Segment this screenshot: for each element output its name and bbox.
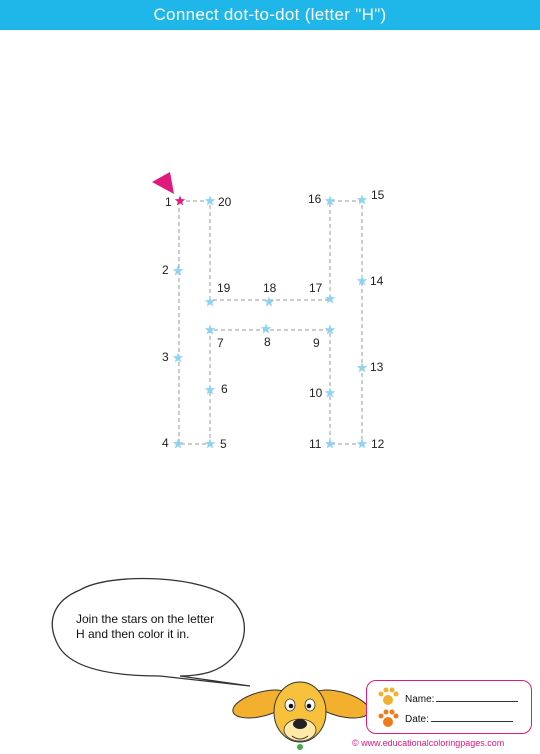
start-arrow-icon	[152, 172, 174, 194]
star-dot	[173, 353, 183, 363]
dot-number: 18	[263, 281, 277, 295]
star-dot	[357, 363, 367, 373]
dot-number: 13	[370, 360, 384, 374]
footer	[352, 738, 504, 748]
dot-number: 10	[309, 386, 323, 400]
star-dot	[325, 325, 335, 335]
dot-number: 6	[221, 382, 228, 396]
dot-number: 16	[308, 192, 322, 206]
dot-number: 17	[309, 281, 323, 295]
star-dot	[205, 196, 215, 206]
dot-number: 14	[370, 274, 384, 288]
date-field[interactable]	[405, 711, 513, 725]
star-dot	[173, 439, 183, 449]
footer-url: www.educationalcoloringpages.com	[361, 738, 505, 748]
dot-number: 3	[162, 350, 169, 364]
star-dot	[205, 439, 215, 449]
name-date-box	[366, 680, 532, 734]
star-dot	[357, 195, 367, 205]
dot-number: 11	[309, 437, 322, 451]
dot-number: 2	[162, 263, 169, 277]
dot-number: 4	[162, 436, 169, 450]
name-label: Name:	[405, 694, 435, 705]
dot-number: 19	[217, 281, 231, 295]
star-dot	[325, 439, 335, 449]
date-label: Date:	[405, 714, 429, 725]
star-dot	[357, 439, 367, 449]
dot-number: 5	[220, 437, 227, 451]
h-guide-outline	[179, 201, 362, 444]
copyright-icon: ©	[352, 738, 359, 748]
paw-icon	[377, 687, 399, 707]
dot-number: 20	[218, 195, 232, 209]
dot-number: 7	[217, 336, 224, 350]
dot-number: 1	[165, 195, 172, 209]
star-dot	[261, 324, 271, 334]
instruction-text: Join the stars on the letter H and then color it in.	[76, 612, 215, 641]
dog-illustration	[230, 682, 372, 750]
dot-numbers	[162, 188, 385, 451]
star-dot	[325, 294, 335, 304]
star-dot	[325, 388, 335, 398]
name-field[interactable]	[405, 691, 518, 705]
star-dot	[205, 297, 215, 307]
dot-number: 15	[371, 188, 385, 202]
start-star-icon	[175, 196, 185, 206]
dot-number: 9	[313, 336, 320, 350]
star-dots	[173, 195, 367, 449]
dot-number: 8	[264, 335, 271, 349]
star-dot	[264, 297, 274, 307]
dot-number: 12	[371, 437, 385, 451]
star-dot	[173, 266, 183, 276]
paw-icon	[377, 709, 399, 729]
page-title: Connect dot-to-dot (letter "H")	[0, 0, 540, 30]
